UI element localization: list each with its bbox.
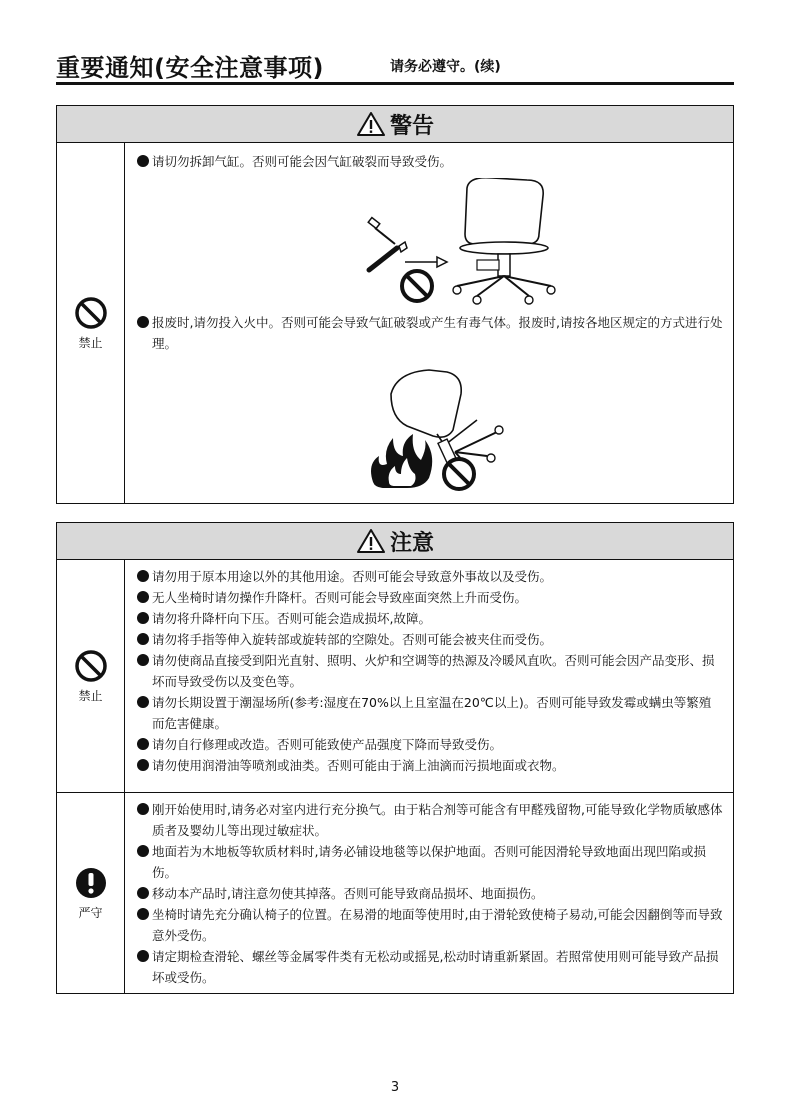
bullet-icon — [137, 887, 149, 899]
list-item: 请勿将手指等伸入旋转部或旋转部的空隙处。否则可能会被夹住而受伤。 — [137, 629, 723, 650]
prohibition-icon — [74, 649, 108, 683]
mandatory-symbol-cell — [57, 793, 125, 993]
bullet-icon — [137, 738, 149, 750]
list-item: 请勿自行修理或改造。否则可能致使产品强度下降而导致受伤。 — [137, 734, 723, 755]
bullet-icon — [137, 908, 149, 920]
caution-box — [56, 522, 734, 994]
list-item: 报废时,请勿投入火中。否则可能会导致气缸破裂或产生有毒气体。报废时,请按各地区规定的方式进行处理。 — [137, 312, 723, 354]
bullet-icon — [137, 591, 149, 603]
list-item: 坐椅时请先充分确认椅子的位置。在易滑的地面等使用时,由于滑轮致使椅子易动,可能会因翻倒等而导致意外受伤。 — [137, 904, 723, 946]
warning-symbol-cell — [57, 143, 125, 504]
list-item: 请勿使用润滑油等喷剂或油类。否则可能由于滴上油滴而污损地面或衣物。 — [137, 755, 723, 776]
list-item: 无人坐椅时请勿操作升降杆。否则可能会导致座面突然上升而受伤。 — [137, 587, 723, 608]
prohibition-icon — [74, 296, 108, 330]
symbol-label: 严守 — [78, 905, 103, 920]
warning-row — [57, 143, 733, 504]
header-rule — [56, 82, 734, 85]
fire-prohibited-illustration — [137, 360, 697, 492]
caution-heading — [57, 523, 733, 560]
warning-heading — [57, 106, 733, 143]
disassembly-prohibited-illustration — [137, 178, 697, 306]
page-title: 重要通知(安全注意事项) — [56, 54, 324, 82]
list-item: 请切勿拆卸气缸。否则可能会因气缸破裂而导致受伤。 — [137, 151, 723, 172]
bullet-icon — [137, 570, 149, 582]
bullet-icon — [137, 845, 149, 857]
warning-box — [56, 105, 734, 504]
caution-mandatory-row — [57, 792, 733, 993]
list-item: 地面若为木地板等软质材料时,请务必铺设地毯等以保护地面。否则可能因滑轮导致地面出现凹陷或损伤。 — [137, 841, 723, 883]
caution-prohibit-row — [57, 560, 733, 792]
mandatory-content — [125, 793, 733, 993]
list-item: 请勿用于原本用途以外的其他用途。否则可能会导致意外事故以及受伤。 — [137, 566, 723, 587]
bullet-icon — [137, 633, 149, 645]
bullet-icon — [137, 612, 149, 624]
list-item: 请勿将升降杆向下压。否则可能会造成损坏,故障。 — [137, 608, 723, 629]
list-item: 移动本产品时,请注意勿使其掉落。否则可能导致商品损坏、地面损伤。 — [137, 883, 723, 904]
bullet-icon — [137, 950, 149, 962]
bullet-icon — [137, 155, 149, 167]
list-item: 请勿长期设置于潮湿场所(参考:湿度在70%以上且室温在20℃以上)。否则可能导致发霉或螨虫等繁殖而危害健康。 — [137, 692, 723, 734]
warning-triangle-icon — [356, 111, 386, 137]
prohibit-symbol-cell — [57, 560, 125, 792]
bullet-icon — [137, 803, 149, 815]
symbol-label: 禁止 — [78, 336, 103, 350]
bullet-icon — [137, 696, 149, 708]
prohibit-content — [125, 560, 733, 792]
warning-heading-text: 警告 — [389, 113, 434, 139]
page-number: 3 — [390, 1080, 400, 1095]
bullet-icon — [137, 316, 149, 328]
bullet-icon — [137, 759, 149, 771]
warning-content — [125, 143, 733, 504]
bullet-icon — [137, 654, 149, 666]
caution-heading-text: 注意 — [389, 530, 434, 556]
exclamation-icon — [74, 866, 108, 900]
list-item: 请勿使商品直接受到阳光直射、照明、火炉和空调等的热源及冷暖风直吹。否则可能会因产品变形、损坏而导致受伤以及变色等。 — [137, 650, 723, 692]
symbol-label: 禁止 — [78, 688, 103, 703]
list-item: 请定期检查滑轮、螺丝等金属零件类有无松动或摇晃,松动时请重新紧固。若照常使用则可能导致产品损坏或受伤。 — [137, 946, 723, 988]
page-subtitle: 请务必遵守。(续) — [390, 59, 501, 75]
caution-triangle-icon — [356, 528, 386, 554]
page-header — [56, 46, 734, 82]
list-item: 刚开始使用时,请务必对室内进行充分换气。由于粘合剂等可能含有甲醛残留物,可能导致化学物质敏感体质者及婴幼儿等出现过敏症状。 — [137, 799, 723, 841]
